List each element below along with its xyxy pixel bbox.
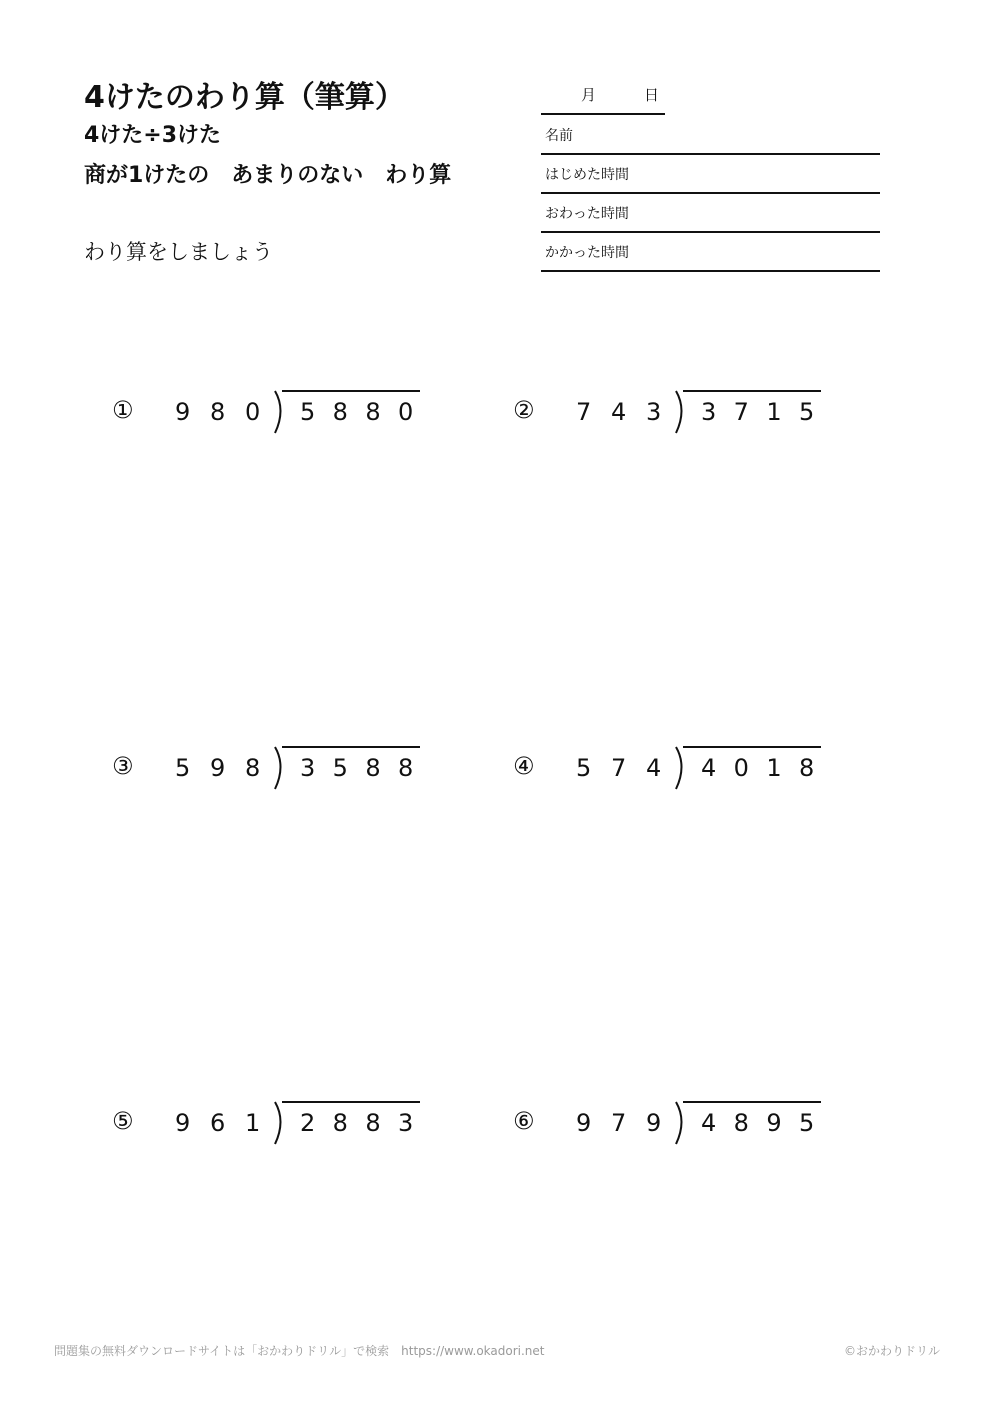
dividend-digit: 9 <box>766 1109 782 1137</box>
dividend-digit: 8 <box>365 398 381 426</box>
dividend-digit: 8 <box>332 398 348 426</box>
division-problem <box>112 746 432 796</box>
division-bracket <box>272 746 288 790</box>
dividend-digit: 2 <box>300 1109 316 1137</box>
divisor <box>175 1109 259 1137</box>
divisor-digit: 6 <box>210 1109 226 1137</box>
name-field[interactable] <box>541 115 880 155</box>
dividend-digit: 4 <box>701 1109 717 1137</box>
division-bracket <box>272 390 288 434</box>
divisor <box>576 1109 660 1137</box>
problem-number: ⑥ <box>513 1107 535 1135</box>
dividend <box>701 1109 813 1137</box>
date-field[interactable] <box>541 80 665 115</box>
divisor-digit: 7 <box>611 754 627 782</box>
divisor-digit: 5 <box>175 754 191 782</box>
footer-copyright: ©おかわりドリル <box>843 1344 940 1358</box>
worksheet-condition: 商が1けたの あまりのない わり算 <box>84 163 452 188</box>
problem-number: ⑤ <box>112 1107 134 1135</box>
division-problem <box>513 1101 833 1151</box>
dividend <box>701 754 813 782</box>
divisor-digit: 9 <box>576 1109 592 1137</box>
dividend <box>300 1109 412 1137</box>
dividend-digit: 1 <box>766 398 782 426</box>
footer-download-note: 問題集の無料ダウンロードサイトは「おかわりドリル」で検索 https://www.okadori.net <box>54 1344 545 1358</box>
dividend-digit: 3 <box>300 754 316 782</box>
divisor-digit: 7 <box>576 398 592 426</box>
dividend-digit: 5 <box>332 754 348 782</box>
elapsed-time-field[interactable] <box>541 232 880 272</box>
dividend <box>300 398 412 426</box>
dividend-digit: 3 <box>397 1109 414 1137</box>
problem-number: ④ <box>513 752 535 780</box>
instruction-text: わり算をしましょう <box>84 240 273 264</box>
division-bracket <box>673 746 689 790</box>
division-bracket <box>673 390 689 434</box>
divisor-digit: 8 <box>245 754 261 782</box>
divisor-digit: 0 <box>245 398 261 426</box>
start-time-field[interactable] <box>541 154 880 194</box>
dividend-digit: 5 <box>798 398 815 426</box>
division-problem <box>112 390 432 440</box>
dividend-digit: 1 <box>766 754 782 782</box>
divisor <box>576 754 660 782</box>
divisor <box>175 754 259 782</box>
divisor-digit: 9 <box>210 754 226 782</box>
month-label: 月 <box>581 86 597 104</box>
end-time-label: おわった時間 <box>545 206 629 222</box>
dividend-digit: 0 <box>397 398 414 426</box>
dividend-digit: 8 <box>365 1109 381 1137</box>
divisor-digit: 8 <box>210 398 226 426</box>
elapsed-time-label: かかった時間 <box>545 245 629 261</box>
start-time-label: はじめた時間 <box>545 167 629 183</box>
dividend-digit: 4 <box>701 754 717 782</box>
division-problem <box>513 390 833 440</box>
name-label: 名前 <box>545 128 573 144</box>
worksheet-title: 4けたのわり算（筆算） <box>84 80 405 115</box>
division-bar <box>282 746 420 748</box>
day-label: 日 <box>644 86 660 104</box>
division-bar <box>683 1101 821 1103</box>
divisor-digit: 9 <box>175 398 191 426</box>
dividend-digit: 0 <box>733 754 749 782</box>
divisor-digit: 1 <box>245 1109 261 1137</box>
dividend-digit: 5 <box>798 1109 815 1137</box>
problem-number: ① <box>112 396 134 424</box>
division-bar <box>282 390 420 392</box>
dividend-digit: 3 <box>701 398 717 426</box>
dividend-digit: 8 <box>798 754 815 782</box>
dividend <box>701 398 813 426</box>
division-bar <box>282 1101 420 1103</box>
division-bracket <box>272 1101 288 1145</box>
divisor-digit: 5 <box>576 754 592 782</box>
division-bracket <box>673 1101 689 1145</box>
division-problem <box>112 1101 432 1151</box>
division-bar <box>683 390 821 392</box>
dividend <box>300 754 412 782</box>
end-time-field[interactable] <box>541 193 880 233</box>
divisor-digit: 3 <box>646 398 662 426</box>
division-bar <box>683 746 821 748</box>
divisor-digit: 4 <box>646 754 662 782</box>
problem-number: ② <box>513 396 535 424</box>
problem-number: ③ <box>112 752 134 780</box>
dividend-digit: 8 <box>733 1109 749 1137</box>
divisor <box>175 398 259 426</box>
divisor-digit: 9 <box>175 1109 191 1137</box>
divisor-digit: 9 <box>646 1109 662 1137</box>
division-problem <box>513 746 833 796</box>
divisor-digit: 4 <box>611 398 627 426</box>
dividend-digit: 8 <box>397 754 414 782</box>
divisor <box>576 398 660 426</box>
dividend-digit: 5 <box>300 398 316 426</box>
worksheet-subtitle: 4けた÷3けた <box>84 123 222 148</box>
divisor-digit: 7 <box>611 1109 627 1137</box>
dividend-digit: 7 <box>733 398 749 426</box>
dividend-digit: 8 <box>332 1109 348 1137</box>
dividend-digit: 8 <box>365 754 381 782</box>
